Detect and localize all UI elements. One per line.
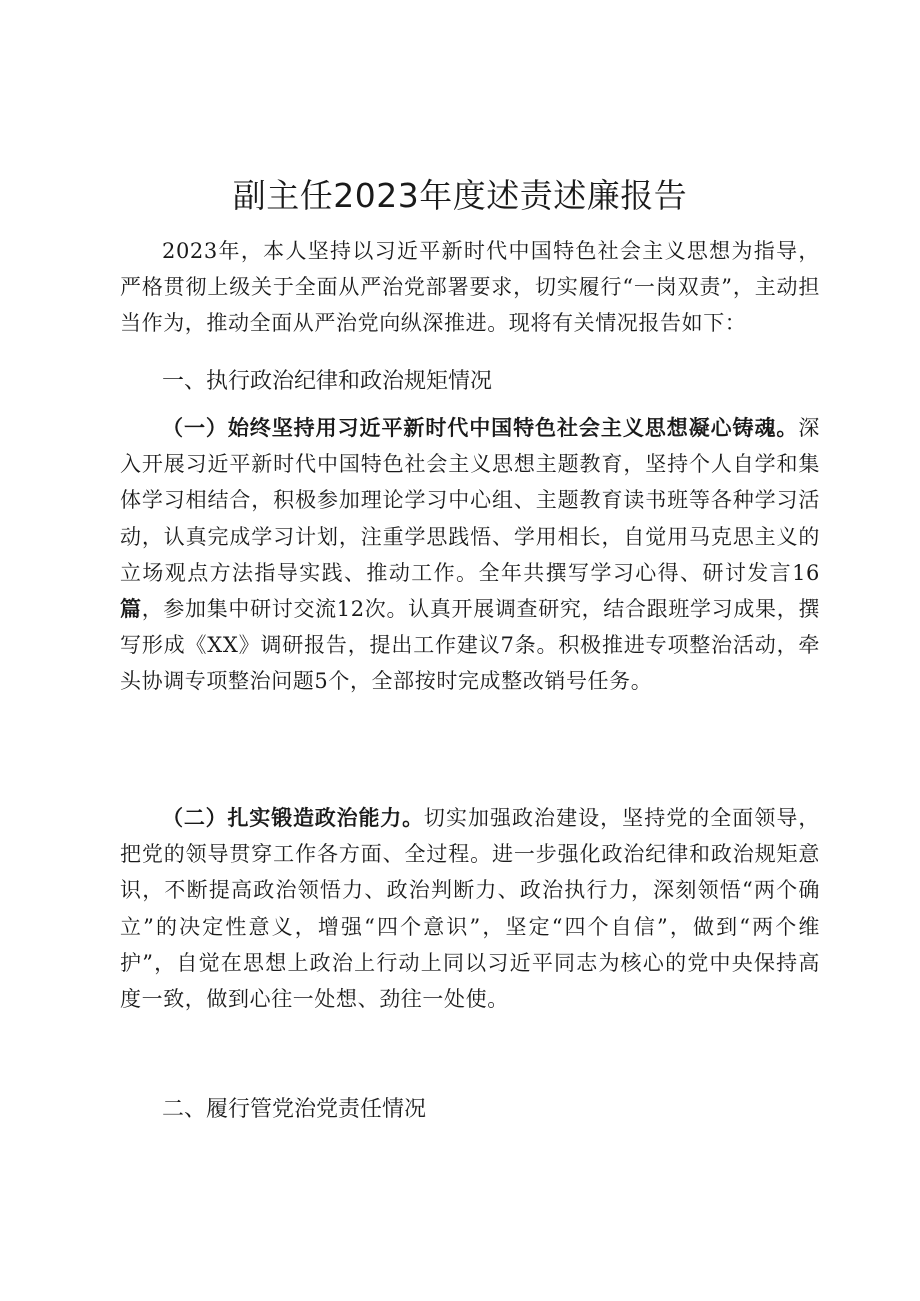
intro-paragraph: 2023年，本人坚持以习近平新时代中国特色社会主义思想为指导，严格贯彻上级关于全面从严治党部署要求，切实履行“一岗双责”，主动担当作为，推动全面从严治党向纵深推进。现将有关情况报告如下：	[120, 239, 820, 336]
section1-paragraph1	[120, 410, 820, 700]
paragraph1-text-a: 深入开展习近平新时代中国特色社会主义思想主题教育，坚持个人自学和集体学习相结合，积极参加理论学习中心组、主题教育读书班等各种学习活动，认真完成学习计划，注重学思践悟、学用相长，自觉用马克思主义的立场观点方法指导实践、推动工作。全年共撰写学习心得、研讨发言16	[120, 416, 820, 585]
paragraph1-text-b: ，参加集中研讨交流12次。认真开展调查研究，结合跟班学习成果，撰写形成《XX》调研报告，提出工作建议7条。积极推进专项整治活动，牵头协调专项整治问题5个，全部按时完成整改销号任务。	[120, 597, 820, 694]
section-heading-one: 一、执行政治纪律和政治规矩情况	[162, 369, 493, 394]
subheading-two: （二）扎实锻造政治能力。	[162, 806, 424, 830]
section-heading-two: 二、履行管党治党责任情况	[162, 1097, 427, 1122]
section1-paragraph2	[120, 800, 820, 1017]
paragraph2-text: 切实加强政治建设，坚持党的全面领导，把党的领导贯穿工作各方面、全过程。进一步强化政治纪律和政治规矩意识，不断提高政治领悟力、政治判断力、政治执行力，深刻领悟“两个确立”的决定性意义，增强“四个意识”，坚定“四个自信”，做到“两个维护”，自觉在思想上政治上行动上同以习近平同志为核心的党中央保持高度一致，做到心往一处想、劲往一处使。	[120, 806, 820, 1012]
paragraph1-bold-word: 篇	[120, 596, 142, 622]
subheading-one: （一）始终坚持用习近平新时代中国特色社会主义思想凝心铸魂。	[162, 416, 799, 440]
document-title: 副主任2023年度述责述廉报告	[232, 176, 688, 215]
